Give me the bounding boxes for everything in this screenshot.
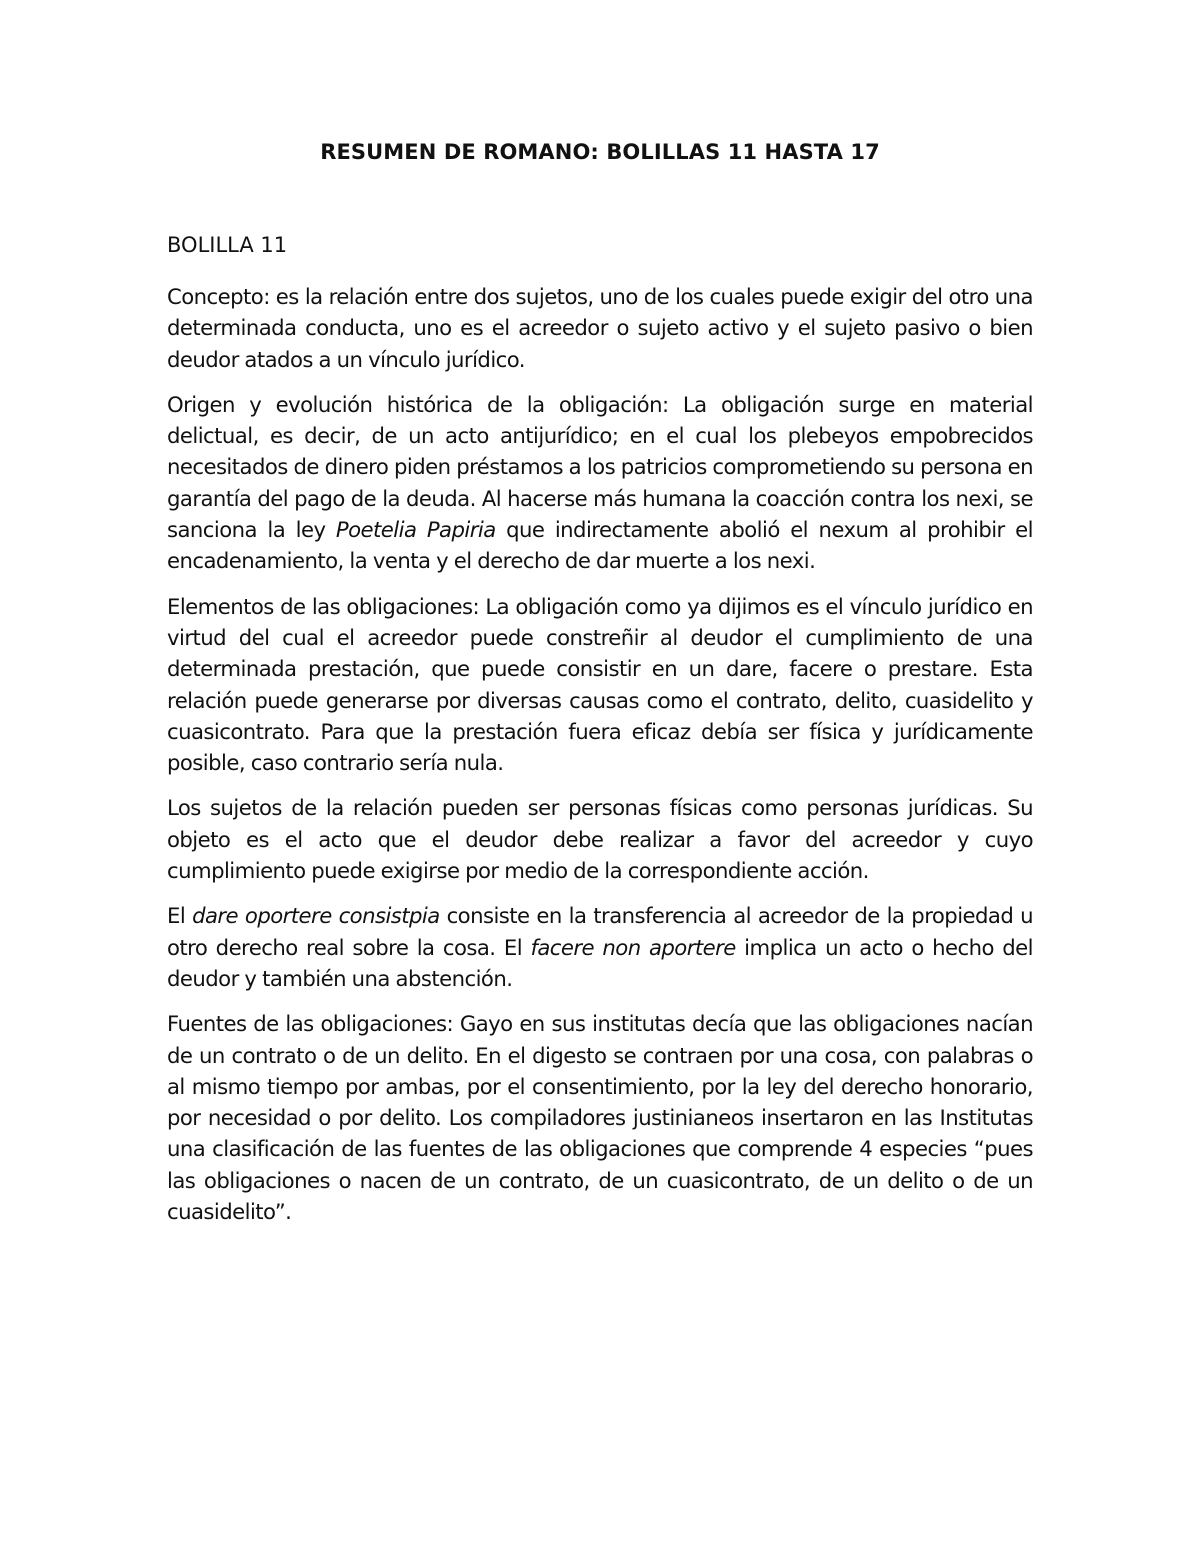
italic-term: Poetelia Papiria	[335, 517, 496, 543]
paragraph-text: Elementos de las obligaciones: La obligación como ya dijimos es el vínculo jurídico en virtud del cual el acreedor puede constreñir al deudor el cumplimiento de una determinada prestación, que puede consistir en un dare, facere o prestare. Esta relación puede generarse por diversas causas como el contrato, delito, cuasidelito y cuasicontrato. Para que la prestación fuera eficaz debía ser física y jurídicamente posible, caso contrario sería nula.	[167, 593, 1033, 776]
paragraph-text: consiste en la transferencia al acreedor de la propiedad u otro derecho real sobre la cosa. El	[167, 903, 1034, 960]
paragraph-text: Los sujetos de la relación pueden ser personas físicas como personas jurídicas. Su objeto es el acto que el deudor debe realizar a favor del acreedor y cuyo cumplimiento puede exigirse por medio de la correspondiente acción.	[167, 795, 1033, 884]
paragraph-text: implica un acto o hecho del deudor y también una abstención.	[167, 934, 1033, 991]
paragraph-text: Concepto: es la relación entre dos sujetos, uno de los cuales puede exigir del otro una determinada conducta, uno es el acreedor o sujeto activo y el sujeto pasivo o bien deudor atados a un vínculo jurídico.	[167, 284, 1033, 372]
paragraph-fuentes	[167, 1008, 1033, 1227]
paragraph-concepto	[167, 281, 1033, 375]
italic-term: dare oportere consistpia	[192, 903, 440, 929]
paragraph-text: Fuentes de las obligaciones: Gayo en sus institutas decía que las obligaciones nacían de un contrato o de un delito. En el digesto se contraen por una cosa, con palabras o al mismo tiempo por ambas, por el consentimiento, por la ley del derecho honorario, por necesidad o por delito. Los compiladores justinianeos insertaron en las Institutas una clasificación de las fuentes de las obligaciones que comprende 4 especies “pues las obligaciones o nacen de un contrato, de un cuasicontrato, de un delito o de un cuasidelito”.	[167, 1011, 1033, 1225]
document-title: RESUMEN DE ROMANO: BOLILLAS 11 HASTA 17	[320, 140, 880, 164]
section-heading: BOLILLA 11	[167, 233, 288, 257]
paragraph-dare-facere	[167, 900, 1033, 994]
paragraph-text: Origen y evolución histórica de la obligación: La obligación surge en material delictual, es decir, de un acto antijurídico; en el cual los plebeyos empobrecidos necesitados de dinero piden préstamos a los patricios comprometiendo su persona en garantía del pago de la deuda. Al hacerse más humana la coacción contra los nexi, se sanciona la ley	[167, 391, 1033, 543]
paragraph-sujetos	[167, 792, 1033, 886]
italic-term: facere non aportere	[530, 934, 736, 960]
document-body	[167, 281, 1033, 1241]
paragraph-text: El	[167, 903, 193, 929]
paragraph-origen	[167, 389, 1033, 577]
paragraph-text: que indirectamente abolió el nexum al prohibir el encadenamiento, la venta y el derecho de dar muerte a los nexi.	[167, 517, 1033, 574]
paragraph-elementos	[167, 591, 1033, 779]
